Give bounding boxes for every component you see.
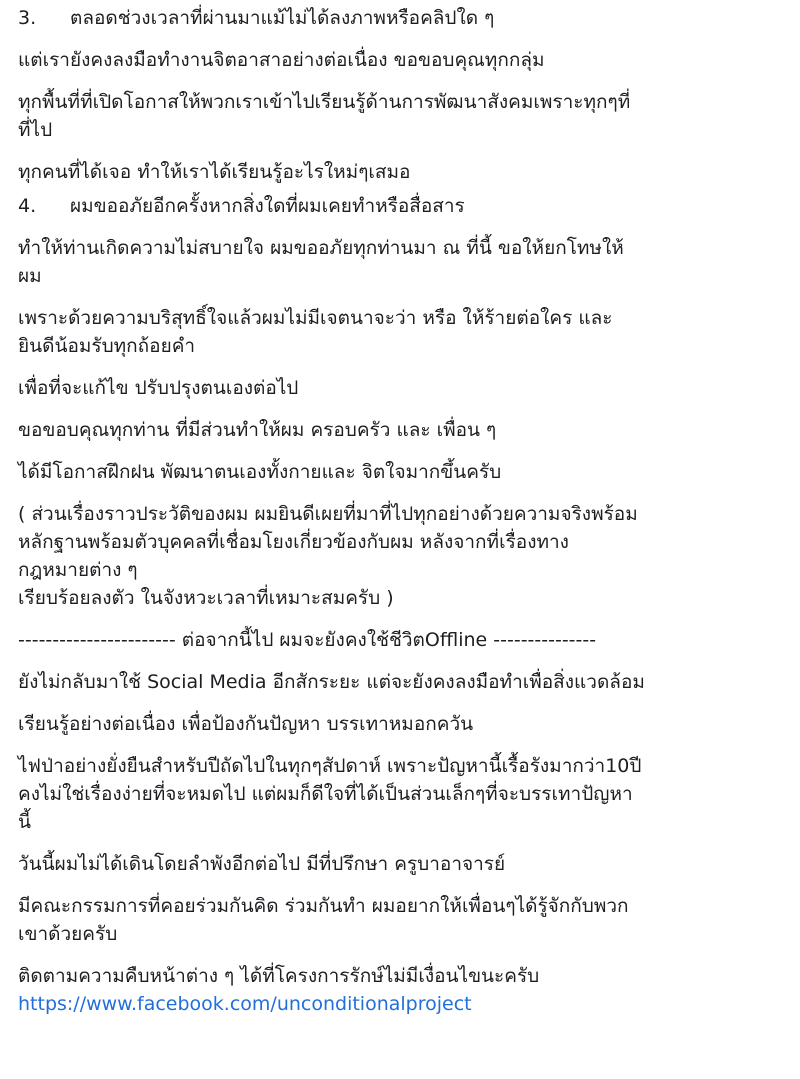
paragraph-continuation: ที่ไป bbox=[18, 119, 53, 141]
paragraph: ขอขอบคุณทุกท่าน ที่มีส่วนทำให้ผม ครอบครัว และ เพื่อน ๆ bbox=[18, 419, 497, 441]
post-body bbox=[18, 0, 788, 1018]
paragraph: ไฟป่าอย่างยั่งยืนสำหรับปีถัดไปในทุกๆสัปดาห์ เพราะปัญหานี้เรื้อรังมากว่า10ปี bbox=[18, 755, 642, 777]
paragraph: เรียนรู้อย่างต่อเนื่อง เพื่อป้องกันปัญหา บรรเทาหมอกควัน bbox=[18, 713, 474, 735]
paragraph: ติดตามความคืบหน้าต่าง ๆ ได้ที่โครงการรักษ์ไม่มีเงื่อนไขนะครับ bbox=[18, 965, 540, 987]
paragraph-continuation: กฎหมายต่าง ๆ bbox=[18, 559, 138, 581]
list-number: 4. bbox=[18, 195, 37, 217]
paragraph: เพราะด้วยความบริสุทธิ์ใจแล้วผมไม่มีเจตนาจะว่า หรือ ให้ร้ายต่อใคร และ bbox=[18, 307, 613, 329]
section-divider: ----------------------- ต่อจากนี้ไป ผมจะยังคงใช้ชีวิตOffline --------------- bbox=[18, 629, 597, 651]
paragraph: ได้มีโอกาสฝึกฝน พัฒนาตนเองทั้งกายและ จิตใจมากขึ้นครับ bbox=[18, 461, 502, 483]
paragraph-continuation: ผม bbox=[18, 265, 42, 287]
paragraph-continuation: ยินดีน้อมรับทุกถ้อยคำ bbox=[18, 335, 196, 357]
paragraph: ทำให้ท่านเกิดความไม่สบายใจ ผมขออภัยทุกท่านมา ณ ที่นี้ ขอให้ยกโทษให้ bbox=[18, 237, 624, 259]
paragraph: ทุกพื้นที่ที่เปิดโอกาสให้พวกเราเข้าไปเรียนรู้ด้านการพัฒนาสังคมเพราะทุกๆที่ bbox=[18, 91, 631, 113]
paragraph: เพื่อที่จะแก้ไข ปรับปรุงตนเองต่อไป bbox=[18, 377, 299, 399]
paragraph-continuation: คงไม่ใช่เรื่องง่ายที่จะหมดไป แต่ผมก็ดีใจที่ได้เป็นส่วนเล็กๆที่จะบรรเทาปัญหา bbox=[18, 783, 633, 805]
facebook-link[interactable]: https://www.facebook.com/unconditionalproject bbox=[18, 993, 472, 1015]
paragraph: ทุกคนที่ได้เจอ ทำให้เราได้เรียนรู้อะไรใหม่ๆเสมอ bbox=[18, 161, 411, 183]
list-text: ตลอดช่วงเวลาที่ผ่านมาแม้ไม่ได้ลงภาพหรือคลิปใด ๆ bbox=[70, 7, 495, 29]
list-text: ผมขออภัยอีกครั้งหากสิ่งใดที่ผมเคยทำหรือสื่อสาร bbox=[70, 195, 465, 217]
paragraph-continuation: นี้ bbox=[18, 811, 31, 833]
paragraph: ยังไม่กลับมาใช้ Social Media อีกสักระยะ แต่จะยังคงลงมือทำเพื่อสิ่งแวดล้อม bbox=[18, 671, 645, 693]
paragraph: มีคณะกรรมการที่คอยร่วมกันคิด ร่วมกันทำ ผมอยากให้เพื่อนๆได้รู้จักกับพวก bbox=[18, 895, 629, 917]
paragraph: แต่เรายังคงลงมือทำงานจิตอาสาอย่างต่อเนื่อง ขอขอบคุณทุกกลุ่ม bbox=[18, 49, 545, 71]
paragraph: ( ส่วนเรื่องราวประวัติของผม ผมยินดีเผยที่มาที่ไปทุกอย่างด้วยความจริงพร้อม bbox=[18, 503, 638, 525]
paragraph-continuation: เรียบร้อยลงตัว ในจังหวะเวลาที่เหมาะสมครับ ) bbox=[18, 587, 394, 609]
paragraph-continuation: หลักฐานพร้อมตัวบุคคลที่เชื่อมโยงเกี่ยวข้องกับผม หลังจากที่เรื่องทาง bbox=[18, 531, 569, 553]
list-number: 3. bbox=[18, 7, 37, 29]
list-item-3 bbox=[18, 4, 788, 32]
list-item-4 bbox=[18, 192, 788, 220]
paragraph-continuation: เขาด้วยครับ bbox=[18, 923, 118, 945]
paragraph: วันนี้ผมไม่ได้เดินโดยลำพังอีกต่อไป มีที่ปรึกษา ครูบาอาจารย์ bbox=[18, 853, 506, 875]
